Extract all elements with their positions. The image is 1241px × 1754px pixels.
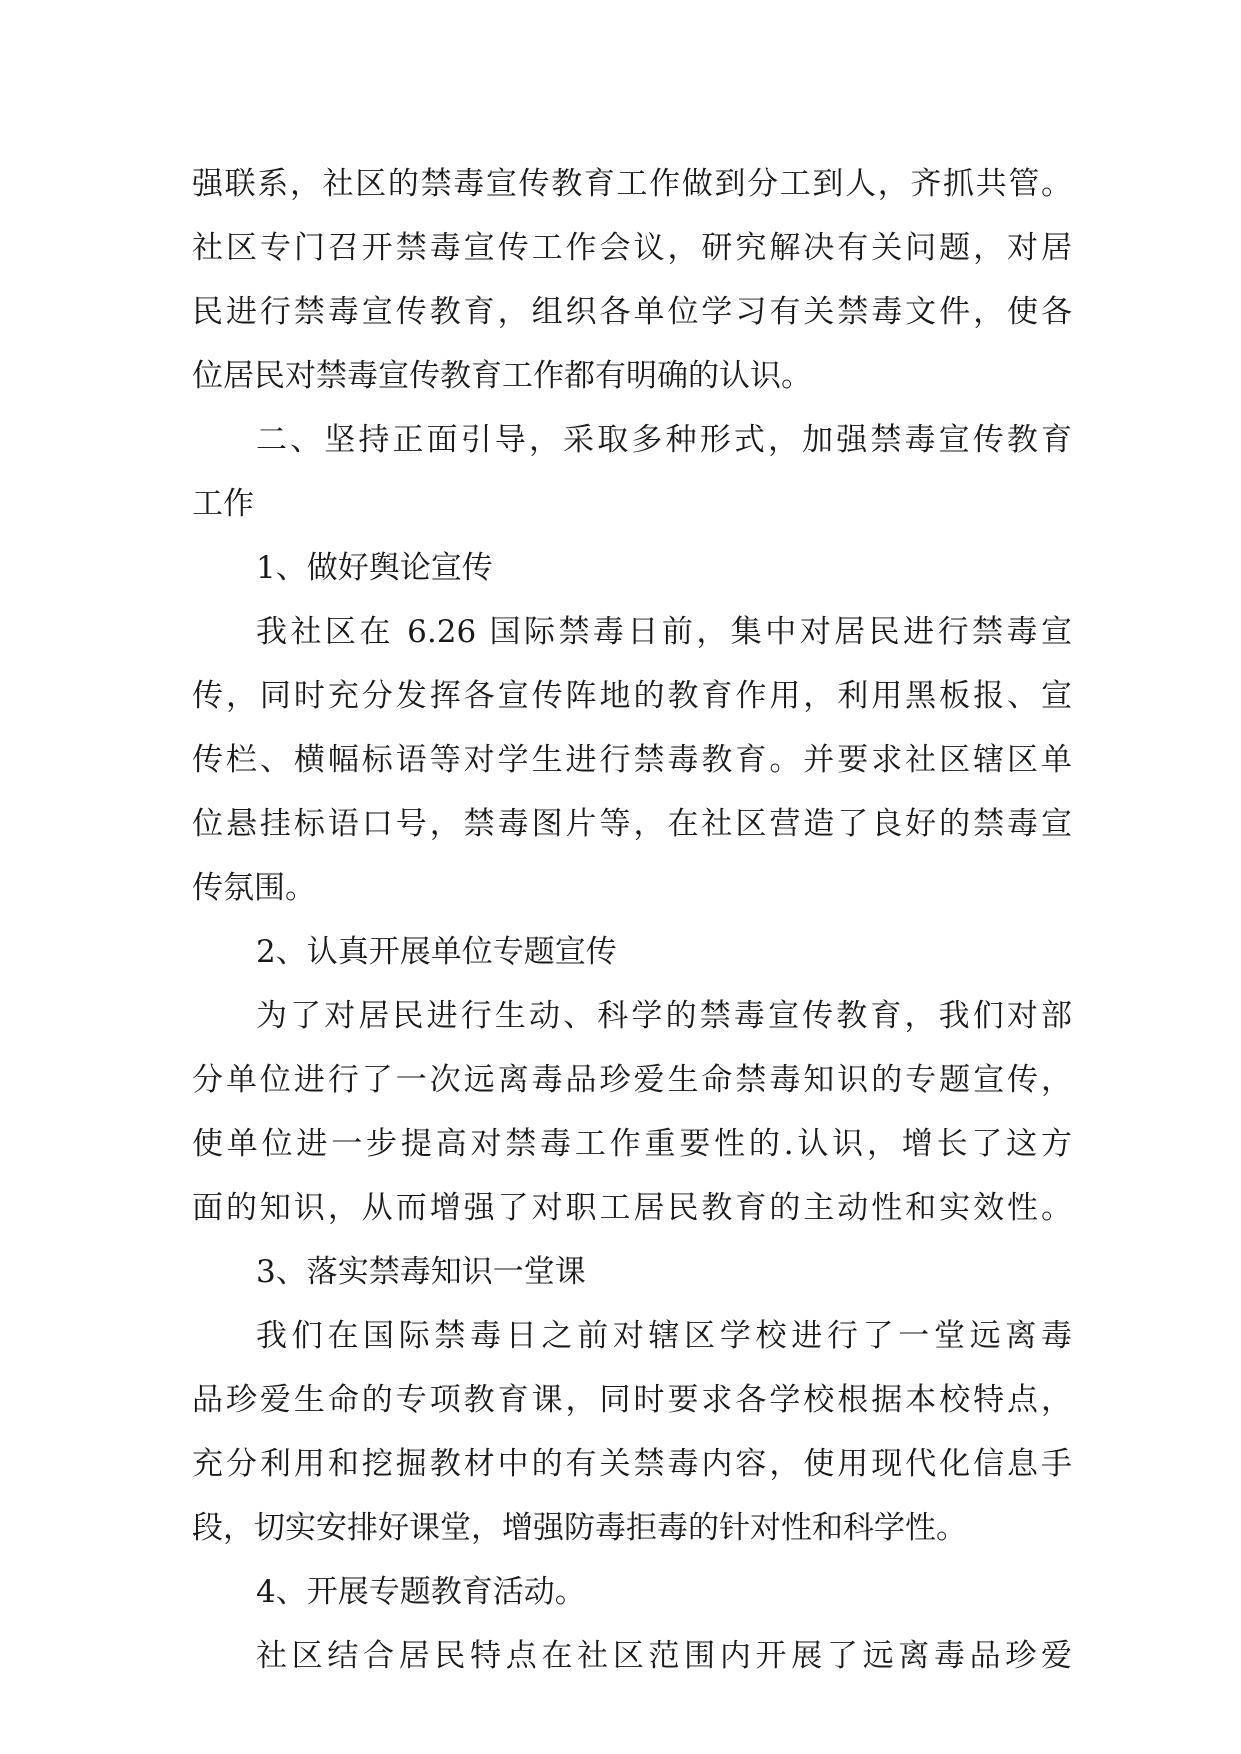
body-text-line: 强联系，社区的禁毒宣传教育工作做到分工到人，齐抓共管。 <box>192 166 1072 202</box>
body-text-line: 段，切实安排好课堂，增强防毒拒毒的针对性和科学性。 <box>192 1510 967 1546</box>
subsection-heading: 4、开展专题教育活动。 <box>256 1574 586 1610</box>
body-text-line: 社区结合居民特点在社区范围内开展了远离毒品珍爱 <box>256 1638 1072 1674</box>
body-text-line: 为了对居民进行生动、科学的禁毒宣传教育，我们对部 <box>256 998 1072 1034</box>
body-text-line: 充分利用和挖掘教材中的有关禁毒内容，使用现代化信息手 <box>192 1446 1072 1482</box>
body-text-line: 传，同时充分发挥各宣传阵地的教育作用，利用黑板报、宣 <box>192 678 1072 714</box>
section-heading-line: 二、坚持正面引导，采取多种形式，加强禁毒宣传教育 <box>256 422 1072 458</box>
body-text-line: 传栏、横幅标语等对学生进行禁毒教育。并要求社区辖区单 <box>192 742 1072 778</box>
body-text-line: 我们在国际禁毒日之前对辖区学校进行了一堂远离毒 <box>256 1318 1072 1354</box>
body-text-line: 面的知识，从而增强了对职工居民教育的主动性和实效性。 <box>192 1190 1072 1226</box>
body-text-line: 传氛围。 <box>192 870 316 906</box>
body-text-line: 民进行禁毒宣传教育，组织各单位学习有关禁毒文件，使各 <box>192 294 1072 330</box>
body-text-line: 社区专门召开禁毒宣传工作会议，研究解决有关问题，对居 <box>192 230 1072 266</box>
body-text-line: 我社区在 6.26 国际禁毒日前，集中对居民进行禁毒宣 <box>256 614 1072 650</box>
subsection-heading: 3、落实禁毒知识一堂课 <box>256 1254 586 1290</box>
subsection-heading: 1、做好舆论宣传 <box>256 550 493 586</box>
body-text-line: 位悬挂标语口号，禁毒图片等，在社区营造了良好的禁毒宣 <box>192 806 1072 842</box>
section-heading-line: 工作 <box>192 486 254 522</box>
body-text-line: 品珍爱生命的专项教育课，同时要求各学校根据本校特点， <box>192 1382 1072 1418</box>
body-text-line: 位居民对禁毒宣传教育工作都有明确的认识。 <box>192 358 812 394</box>
body-text-line: 使单位进一步提高对禁毒工作重要性的.认识，增长了这方 <box>192 1126 1072 1162</box>
body-text-line: 分单位进行了一次远离毒品珍爱生命禁毒知识的专题宣传， <box>192 1062 1072 1098</box>
subsection-heading: 2、认真开展单位专题宣传 <box>256 934 617 970</box>
